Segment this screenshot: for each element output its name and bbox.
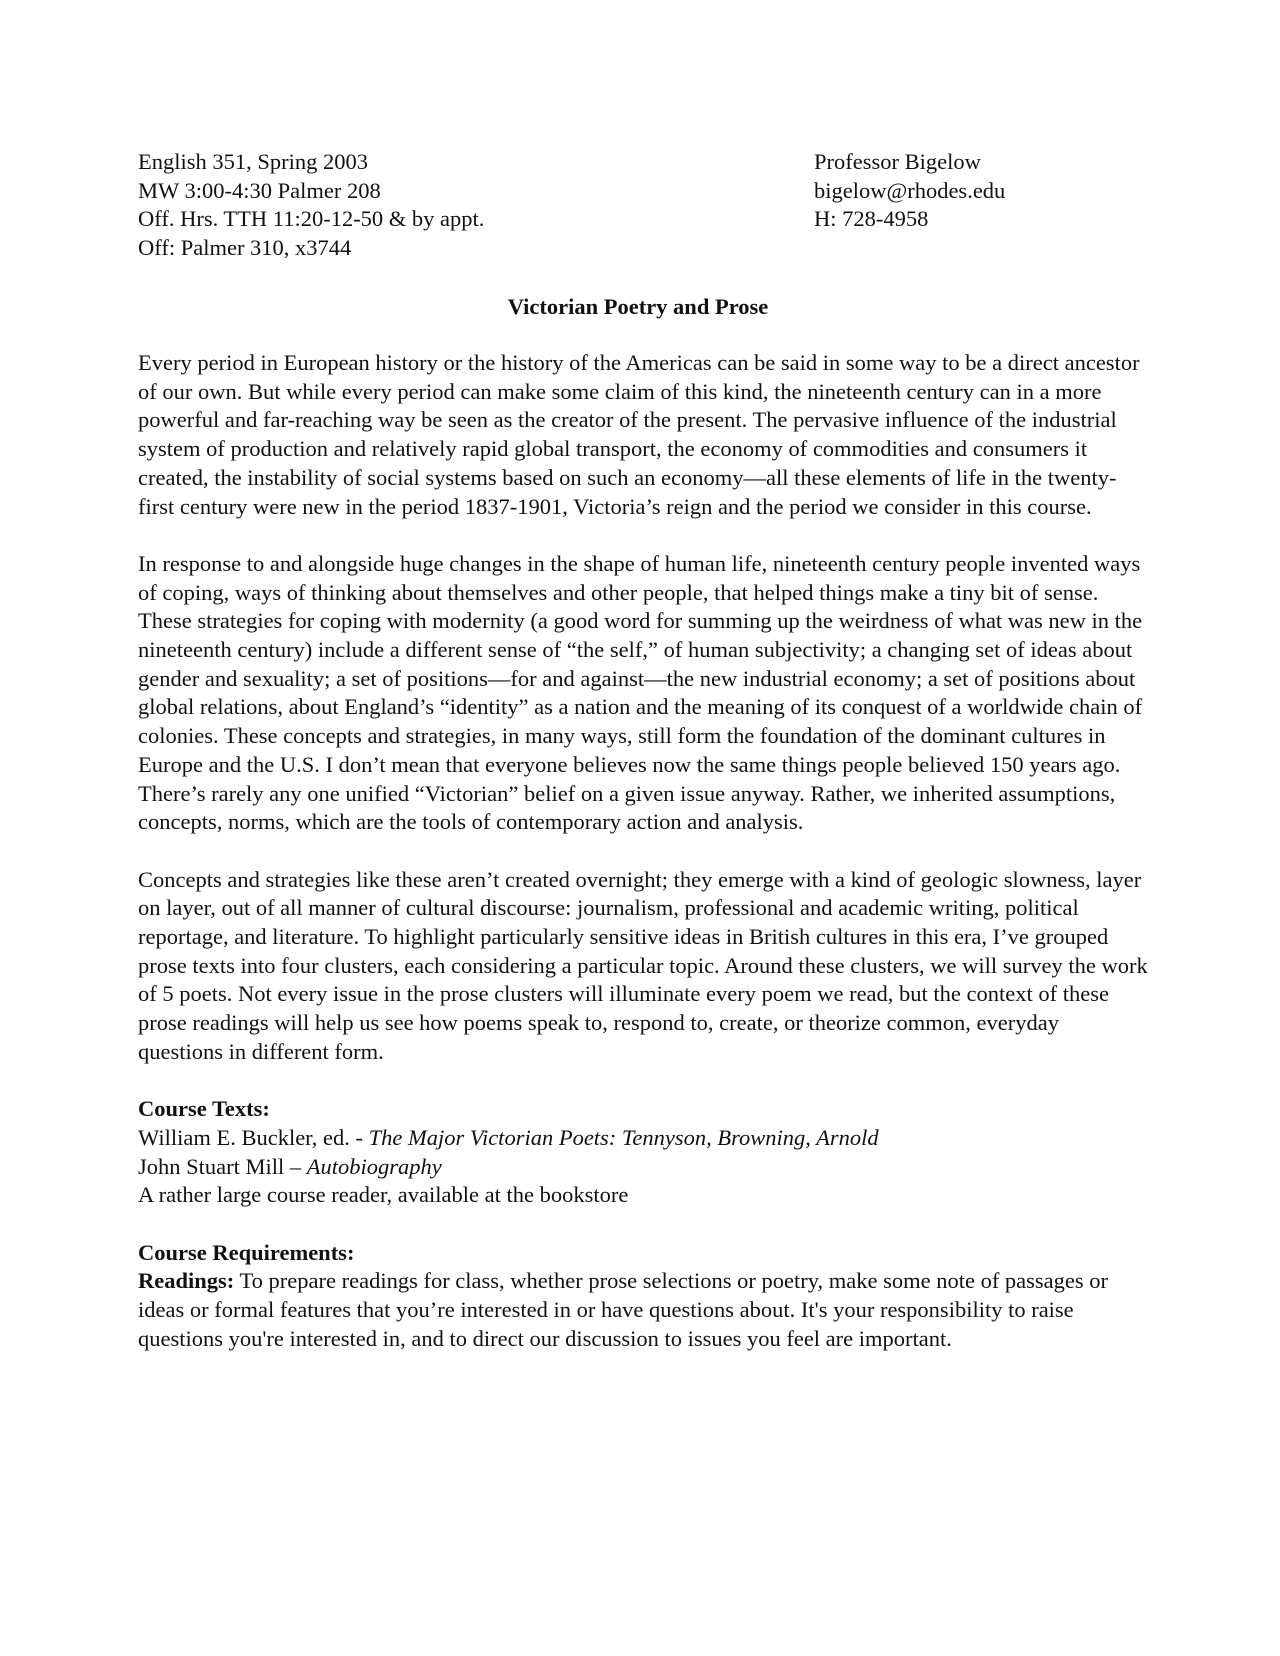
readings-requirement: [138, 1267, 1148, 1353]
course-text-item: [138, 1153, 1148, 1182]
course-info: [138, 148, 738, 263]
course-text-author: William E. Buckler, ed. -: [138, 1124, 369, 1150]
readings-text: To prepare readings for class, whether prose selections or poetry, make some note of passages or ideas or formal features that you’re interested in or have questions about. It's your responsibility to raise questions you're interested in, and to direct our discussion to issues you feel are important.: [138, 1268, 1109, 1351]
course-text-title: The Major Victorian Poets: Tennyson, Browning, Arnold: [368, 1124, 879, 1150]
instructor-name: Professor Bigelow: [814, 149, 981, 174]
office-hours: Off. Hrs. TTH 11:20-12-50 & by appt.: [138, 206, 485, 232]
intro-paragraph-2: In response to and alongside huge changes in the shape of human life, nineteenth century people invented ways of coping, ways of thinking about themselves and other people, that helped things make a tiny bit of sense. These strategies for coping with modernity (a good word for summing up the weirdness of what was new in the nineteenth century) include a different sense of “the self,” of human subjectivity; a changing set of ideas about gender and sexuality; a set of positions—for and against—the new industrial economy; a set of positions about global relations, about England’s “identity” as a nation and the meaning of its conquest of a worldwide chain of colonies. These concepts and strategies, in many ways, still form the foundation of the dominant cultures in Europe and the U.S. I don’t mean that everyone believes now the same things people believed 150 years ago. There’s rarely any one unified “Victorian” belief on a given issue anyway. Rather, we inherited assumptions, concepts, norms, which are the tools of contemporary action and analysis.: [138, 550, 1143, 835]
course-text-author: John Stuart Mill –: [138, 1153, 307, 1179]
instructor-info: [814, 148, 1154, 234]
course-number: English 351, Spring 2003: [138, 149, 369, 174]
document-title: Victorian Poetry and Prose: [507, 294, 769, 319]
course-text-author: A rather large course reader, available at the bookstore: [138, 1182, 629, 1208]
instructor-email: bigelow@rhodes.edu: [814, 177, 1006, 203]
course-text-item: [138, 1181, 1148, 1210]
course-requirements-heading: Course Requirements:: [138, 1239, 355, 1265]
instructor-phone: H: 728-4958: [814, 206, 929, 232]
class-schedule: MW 3:00-4:30 Palmer 208: [138, 177, 381, 203]
intro-paragraph-3: Concepts and strategies like these aren’t created overnight; they emerge with a kind of geologic slowness, layer on layer, out of all manner of cultural discourse: journalism, professional and academic writing, political reportage, and literature. To highlight particularly sensitive ideas in British cultures in this era, I’ve grouped prose texts into four clusters, each considering a particular topic. Around these clusters, we will survey the work of 5 poets. Not every issue in the prose clusters will illuminate every poem we read, but the context of these prose readings will help us see how poems speak to, respond to, create, or theorize common, everyday questions in different form.: [138, 866, 1148, 1064]
readings-label: Readings:: [138, 1268, 235, 1294]
intro-paragraph-1: Every period in European history or the history of the Americas can be said in some way to be a direct ancestor of our own. But while every period can make some claim of this kind, the nineteenth century can in a more powerful and far-reaching way be seen as the creator of the present. The pervasive influence of the industrial system of production and relatively rapid global transport, the economy of commodities and consumers it created, the instability of social systems based on such an economy—all these elements of life in the twenty-first century were new in the period 1837-1901, Victoria’s reign and the period we consider in this course.: [138, 350, 1140, 519]
office-location: Off: Palmer 310, x3744: [138, 235, 352, 261]
course-text-item: [138, 1124, 1148, 1153]
course-texts-heading: Course Texts:: [138, 1096, 270, 1122]
course-texts-section: [138, 1095, 1148, 1210]
course-text-title: Autobiography: [306, 1153, 442, 1179]
course-requirements-section: [138, 1239, 1148, 1354]
document-body: [138, 349, 1148, 1382]
